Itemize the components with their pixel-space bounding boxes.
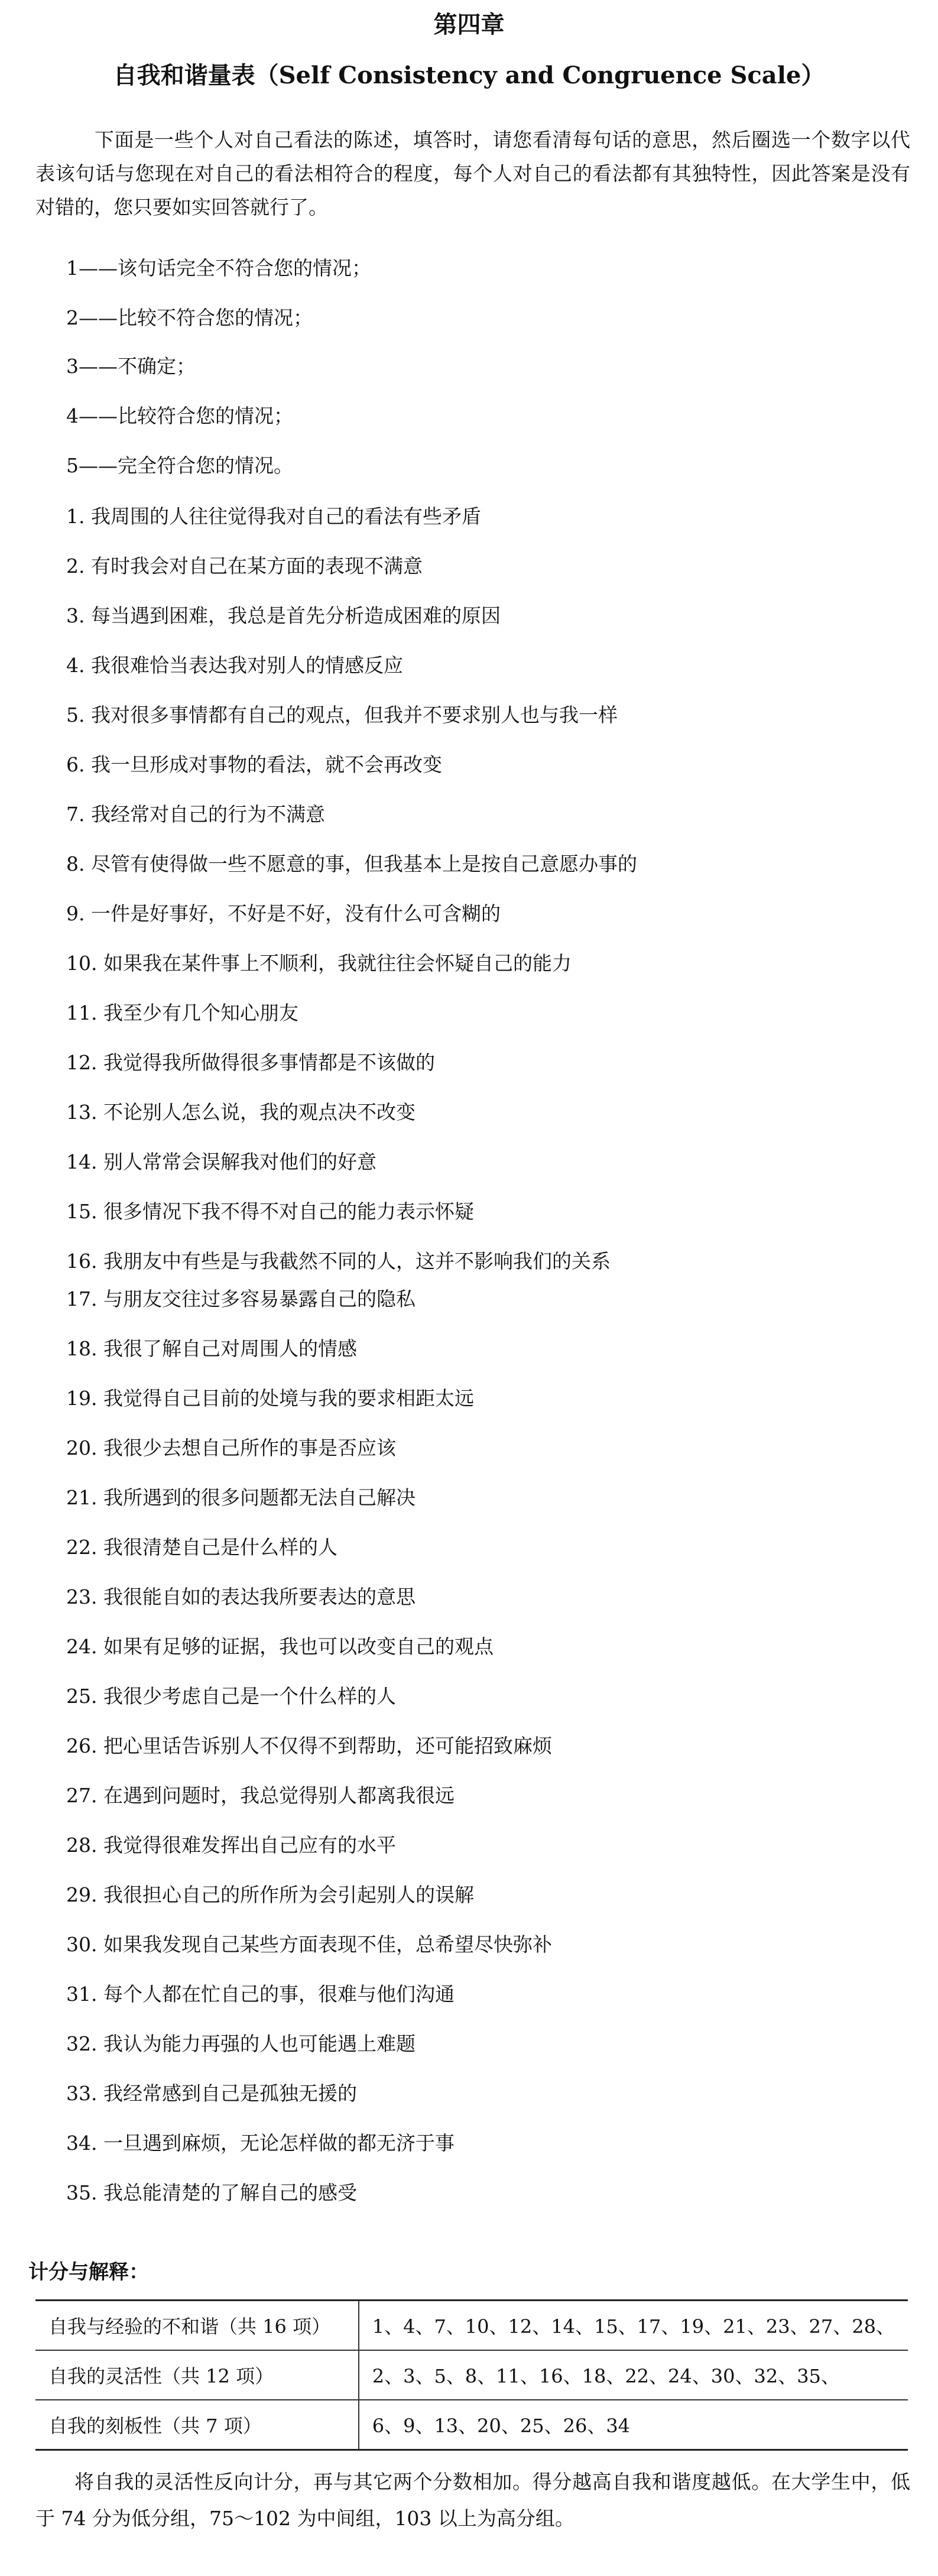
item-number: 31. xyxy=(66,1983,98,2006)
item-text: 我周围的人往往觉得我对自己的看法有些矛盾 xyxy=(91,505,481,528)
questionnaire-item xyxy=(66,2180,357,2206)
questionnaire-item xyxy=(66,950,572,976)
item-text: 我至少有几个知心朋友 xyxy=(103,1001,298,1024)
subscale-items: 1、4、7、10、12、14、15、17、19、21、23、27、28、 xyxy=(359,2301,908,2351)
item-text: 我总能清楚的了解自己的感受 xyxy=(103,2181,357,2204)
item-text: 如果有足够的证据，我也可以改变自己的观点 xyxy=(103,1635,494,1658)
rating-option: 5——完全符合您的情况。 xyxy=(66,454,293,477)
questionnaire-item xyxy=(66,1584,416,1610)
item-text: 每个人都在忙自己的事，很难与他们沟通 xyxy=(103,1983,455,2006)
item-number: 18. xyxy=(66,1337,98,1360)
questionnaire-item xyxy=(66,1435,396,1461)
item-number: 12. xyxy=(66,1051,98,1074)
item-text: 我对很多事情都有自己的观点，但我并不要求别人也与我一样 xyxy=(91,703,618,726)
item-number: 28. xyxy=(66,1834,98,1857)
questionnaire-item xyxy=(66,2081,357,2107)
subscale-items: 2、3、5、8、11、16、18、22、24、30、32、35、 xyxy=(359,2350,908,2400)
item-number: 33. xyxy=(66,2082,98,2105)
item-text: 如果我发现自己某些方面表现不佳，总希望尽快弥补 xyxy=(103,1933,552,1956)
item-number: 20. xyxy=(66,1436,98,1459)
scoring-row xyxy=(35,2350,908,2400)
item-text: 我很少考虑自己是一个什么样的人 xyxy=(103,1685,396,1708)
questionnaire-item xyxy=(66,653,403,679)
rating-option: 4——比较符合您的情况； xyxy=(66,404,293,427)
item-text: 我很难恰当表达我对别人的情感反应 xyxy=(91,654,403,677)
questionnaire-item xyxy=(66,1336,357,1362)
questionnaire-item xyxy=(66,1882,474,1908)
chapter-heading: 第四章 xyxy=(433,11,505,38)
questionnaire-item xyxy=(66,1634,494,1660)
questionnaire-item xyxy=(66,1485,416,1511)
questionnaire-item xyxy=(66,1733,552,1759)
subscale-items: 6、9、13、20、25、26、34 xyxy=(359,2400,908,2450)
questionnaire-item xyxy=(66,1099,416,1125)
item-text: 我很能自如的表达我所要表达的意思 xyxy=(103,1585,416,1608)
item-number: 5. xyxy=(66,703,85,726)
item-number: 35. xyxy=(66,2181,98,2204)
item-text: 一件是好事好，不好是不好，没有什么可含糊的 xyxy=(91,902,501,925)
item-text: 我一旦形成对事物的看法，就不会再改变 xyxy=(91,753,442,776)
questionnaire-item xyxy=(66,504,481,530)
item-text: 一旦遇到麻烦，无论怎样做的都无济于事 xyxy=(103,2131,455,2155)
item-text: 别人常常会误解我对他们的好意 xyxy=(103,1150,377,1173)
item-text: 我经常感到自己是孤独无援的 xyxy=(103,2082,357,2105)
item-number: 16. xyxy=(66,1250,98,1273)
item-text: 尽管有使得做一些不愿意的事，但我基本上是按自己意愿办事的 xyxy=(91,852,637,875)
instructions-paragraph: 下面是一些个人对自己看法的陈述，填答时，请您看清每句话的意思，然后圈选一个数字以代表该句话与您现在对自己的看法相符合的程度，每个人对自己的看法都有其独特性，因此答案是没有对错的，您只要如实回答就行了。 xyxy=(35,128,910,219)
questionnaire-item xyxy=(66,901,501,927)
item-text: 我觉得我所做得很多事情都是不该做的 xyxy=(103,1051,435,1074)
subscale-name: 自我的刻板性（共 7 项） xyxy=(35,2400,359,2450)
questionnaire-item xyxy=(66,1683,396,1709)
item-number: 19. xyxy=(66,1387,98,1410)
item-number: 3. xyxy=(66,604,85,627)
item-text: 我很少去想自己所作的事是否应该 xyxy=(103,1436,396,1459)
item-text: 我觉得很难发挥出自己应有的水平 xyxy=(103,1834,396,1857)
item-number: 14. xyxy=(66,1150,98,1173)
item-text: 我经常对自己的行为不满意 xyxy=(91,803,325,826)
item-text: 很多情况下我不得不对自己的能力表示怀疑 xyxy=(103,1200,474,1223)
questionnaire-item xyxy=(66,553,423,579)
scoring-heading: 计分与解释： xyxy=(28,2260,149,2284)
item-number: 9. xyxy=(66,902,85,925)
questionnaire-item xyxy=(66,2031,416,2057)
scoring-table xyxy=(35,2299,908,2451)
item-text: 我朋友中有些是与我截然不同的人，这并不影响我们的关系 xyxy=(103,1250,611,1273)
subscale-name: 自我的灵活性（共 12 项） xyxy=(35,2350,359,2400)
item-text: 我认为能力再强的人也可能遇上难题 xyxy=(103,2032,416,2055)
item-number: 32. xyxy=(66,2032,98,2055)
item-number: 27. xyxy=(66,1784,98,1807)
questionnaire-item xyxy=(66,1050,435,1076)
questionnaire-item xyxy=(66,802,325,828)
item-text: 我很清楚自己是什么样的人 xyxy=(103,1536,337,1559)
item-number: 30. xyxy=(66,1933,98,1956)
item-text: 不论别人怎么说，我的观点决不改变 xyxy=(103,1101,416,1124)
questionnaire-item xyxy=(66,1000,298,1026)
questionnaire-item xyxy=(66,1386,474,1412)
item-text: 如果我在某件事上不顺利，我就往往会怀疑自己的能力 xyxy=(103,952,572,975)
item-number: 6. xyxy=(66,753,85,776)
questionnaire-item xyxy=(66,1832,396,1858)
item-number: 29. xyxy=(66,1883,98,1906)
questionnaire-item xyxy=(66,1932,552,1958)
questionnaire-item xyxy=(66,851,637,877)
item-number: 1. xyxy=(66,505,85,528)
questionnaire-item xyxy=(66,1534,337,1560)
questionnaire-item xyxy=(66,603,501,629)
item-number: 11. xyxy=(66,1001,98,1024)
item-number: 2. xyxy=(66,554,85,578)
item-number: 4. xyxy=(66,654,85,677)
item-number: 22. xyxy=(66,1536,98,1559)
item-text: 在遇到问题时，我总觉得别人都离我很远 xyxy=(103,1784,455,1807)
questionnaire-item xyxy=(66,2130,455,2156)
questionnaire-item xyxy=(66,1248,611,1274)
item-number: 26. xyxy=(66,1734,98,1757)
item-number: 24. xyxy=(66,1635,98,1658)
rating-option: 1——该句话完全不符合您的情况； xyxy=(66,257,371,280)
item-number: 7. xyxy=(66,803,85,826)
questionnaire-item xyxy=(66,1199,474,1225)
scale-title: 自我和谐量表（Self Consistency and Congruence Scale） xyxy=(113,61,825,89)
scoring-note: 将自我的灵活性反向计分，再与其它两个分数相加。得分越高自我和谐度越低。在大学生中，低于 74 分为低分组，75～102 为中间组，103 以上为高分组。 xyxy=(35,2470,910,2530)
rating-option: 3——不确定； xyxy=(66,355,196,378)
questionnaire-item xyxy=(66,1286,416,1312)
item-text: 每当遇到困难，我总是首先分析造成困难的原因 xyxy=(91,604,501,627)
item-text: 我很了解自己对周围人的情感 xyxy=(103,1337,357,1360)
questionnaire-item xyxy=(66,702,618,728)
item-number: 21. xyxy=(66,1486,98,1509)
scoring-row xyxy=(35,2400,908,2450)
item-number: 23. xyxy=(66,1585,98,1608)
item-text: 我觉得自己目前的处境与我的要求相距太远 xyxy=(103,1387,474,1410)
item-number: 8. xyxy=(66,852,85,875)
item-text: 有时我会对自己在某方面的表现不满意 xyxy=(91,554,423,578)
scoring-row xyxy=(35,2301,908,2351)
subscale-name: 自我与经验的不和谐（共 16 项） xyxy=(35,2301,359,2351)
item-number: 10. xyxy=(66,952,98,975)
questionnaire-item xyxy=(66,1783,455,1809)
item-number: 25. xyxy=(66,1685,98,1708)
questionnaire-item xyxy=(66,1149,377,1175)
item-number: 17. xyxy=(66,1287,98,1310)
item-text: 与朋友交往过多容易暴露自己的隐私 xyxy=(103,1287,416,1310)
questionnaire-item xyxy=(66,752,442,778)
item-text: 把心里话告诉别人不仅得不到帮助，还可能招致麻烦 xyxy=(103,1734,552,1757)
item-text: 我所遇到的很多问题都无法自己解决 xyxy=(103,1486,416,1509)
rating-option: 2——比较不符合您的情况； xyxy=(66,306,313,329)
item-number: 13. xyxy=(66,1101,98,1124)
item-number: 15. xyxy=(66,1200,98,1223)
item-number: 34. xyxy=(66,2131,98,2155)
questionnaire-item xyxy=(66,1981,455,2007)
item-text: 我很担心自己的所作所为会引起别人的误解 xyxy=(103,1883,474,1906)
